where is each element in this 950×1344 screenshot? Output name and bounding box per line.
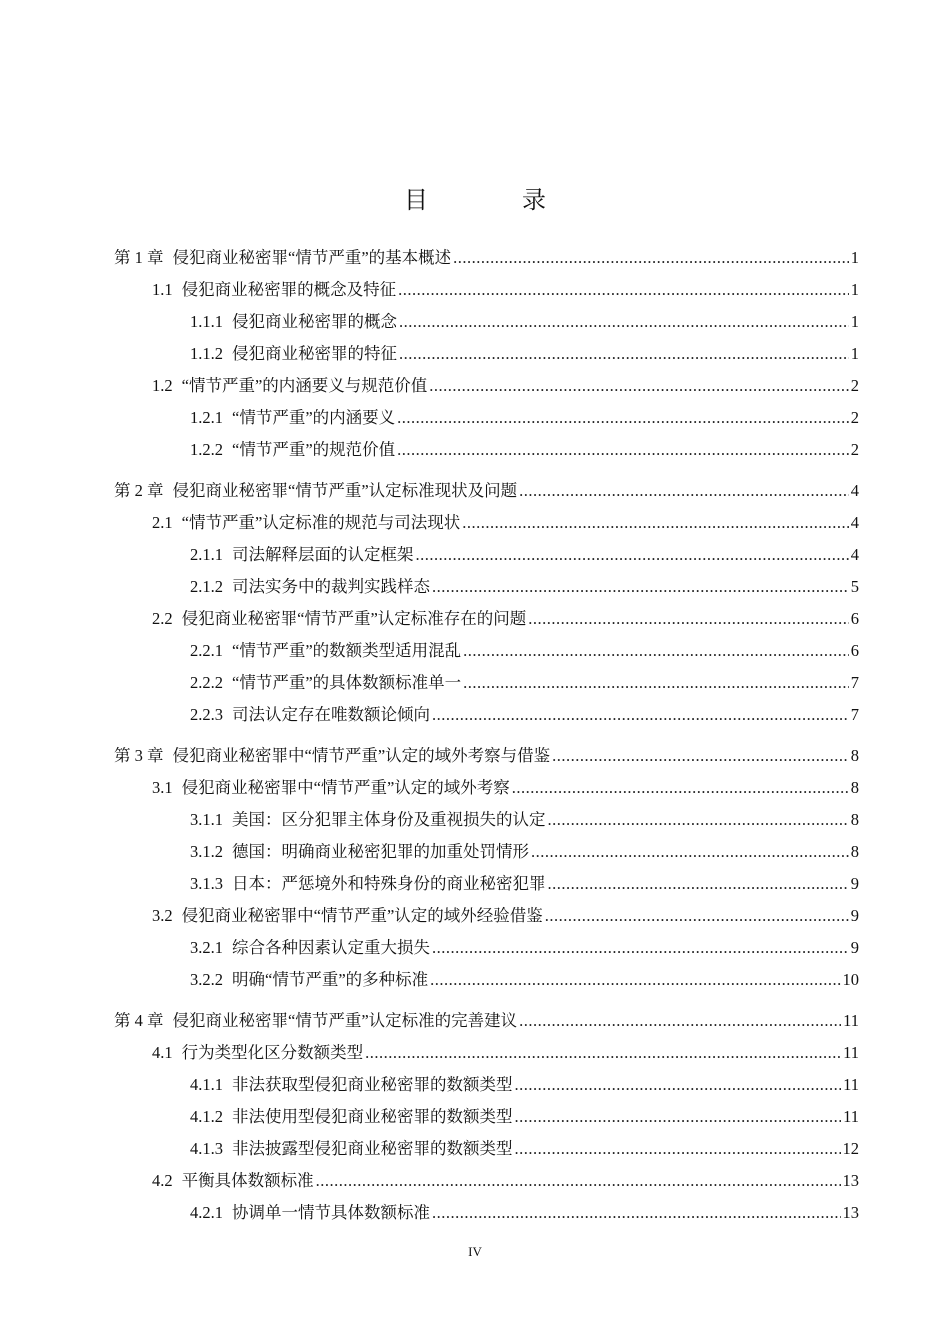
toc-entry-number: 第 1 章	[114, 248, 164, 267]
toc-entry-title: 平衡具体数额标准	[181, 1171, 314, 1190]
toc-dot-leader	[463, 667, 849, 699]
toc-dot-leader	[432, 571, 849, 603]
toc-dot-leader	[398, 274, 849, 306]
toc-chapter-entry[interactable]	[0, 475, 950, 507]
toc-entry-title: 侵犯商业秘密罪“情节严重”认定标准现状及问题	[172, 481, 518, 500]
toc-entry-page: 2	[850, 408, 859, 427]
toc-dot-leader	[453, 242, 849, 274]
toc-entry-page: 4	[850, 513, 859, 532]
toc-entry-number: 1.2.1	[190, 408, 223, 427]
toc-entry-page: 1	[850, 280, 859, 299]
toc-subsection-entry[interactable]	[0, 868, 950, 900]
toc-dot-leader	[531, 836, 849, 868]
toc-dot-leader	[519, 1005, 841, 1037]
toc-entry-page: 11	[843, 1043, 859, 1062]
toc-subsection-entry[interactable]	[0, 635, 950, 667]
toc-entry-title: 行为类型化区分数额类型	[181, 1043, 364, 1062]
toc-entry-page: 4	[850, 545, 859, 564]
toc-section-entry[interactable]	[0, 1165, 950, 1197]
toc-subsection-entry[interactable]	[0, 338, 950, 370]
toc-entry-number: 4.1.1	[190, 1075, 223, 1094]
toc-dot-leader	[432, 1197, 841, 1229]
toc-entry-title: “情节严重”的内涵要义与规范价值	[181, 376, 428, 395]
toc-subsection-entry[interactable]	[0, 964, 950, 996]
toc-subsection-entry[interactable]	[0, 804, 950, 836]
toc-entry-page: 2	[850, 440, 859, 459]
toc-dot-leader	[430, 964, 840, 996]
toc-dot-leader	[365, 1037, 841, 1069]
toc-entry-number: 4.1.3	[190, 1139, 223, 1158]
toc-entry-page: 8	[850, 778, 859, 797]
toc-dot-leader	[548, 868, 849, 900]
toc-entry-title: 司法认定存在唯数额论倾向	[232, 705, 430, 724]
toc-entry-title: 侵犯商业秘密罪的特征	[232, 344, 397, 363]
toc-entry-number: 3.2.1	[190, 938, 223, 957]
toc-chapter-entry[interactable]	[0, 1005, 950, 1037]
toc-entry-page: 13	[842, 1171, 859, 1190]
toc-entry-number: 1.1.2	[190, 344, 223, 363]
toc-entry-title: 侵犯商业秘密罪的概念及特征	[181, 280, 397, 299]
toc-entry-title: 侵犯商业秘密罪中“情节严重”认定的域外经验借鉴	[181, 906, 543, 925]
toc-section-entry[interactable]	[0, 274, 950, 306]
toc-section-entry[interactable]	[0, 772, 950, 804]
toc-entry-title: “情节严重”的规范价值	[232, 440, 396, 459]
toc-entry-number: 4.1	[152, 1043, 173, 1062]
toc-entry-number: 2.2.3	[190, 705, 223, 724]
toc-entry-page: 11	[843, 1107, 859, 1126]
toc-entry-page: 10	[842, 970, 859, 989]
toc-entry-number: 第 4 章	[114, 1011, 164, 1030]
toc-section-entry[interactable]	[0, 1037, 950, 1069]
toc-entry-number: 3.1.3	[190, 874, 223, 893]
toc-dot-leader	[432, 932, 849, 964]
toc-subsection-entry[interactable]	[0, 836, 950, 868]
toc-entry-title: 侵犯商业秘密罪中“情节严重”认定的域外考察	[181, 778, 510, 797]
toc-entry-page: 2	[850, 376, 859, 395]
toc-subsection-entry[interactable]	[0, 699, 950, 731]
toc-entry-title: 明确“情节严重”的多种标准	[232, 970, 429, 989]
toc-entry-page: 4	[850, 481, 859, 500]
toc-subsection-entry[interactable]	[0, 306, 950, 338]
toc-section-entry[interactable]	[0, 603, 950, 635]
toc-entry-page: 9	[850, 874, 859, 893]
toc-entry-title: “情节严重”的具体数额标准单一	[232, 673, 462, 692]
toc-entry-number: 4.2	[152, 1171, 173, 1190]
toc-dot-leader	[463, 635, 849, 667]
toc-entry-number: 2.2	[152, 609, 173, 628]
toc-subsection-entry[interactable]	[0, 1101, 950, 1133]
toc-entry-title: 美国：区分犯罪主体身份及重视损失的认定	[232, 810, 546, 829]
toc-subsection-entry[interactable]	[0, 1069, 950, 1101]
toc-entry-page: 7	[850, 673, 859, 692]
toc-dot-leader	[399, 306, 849, 338]
toc-entry-page: 5	[850, 577, 859, 596]
toc-entry-title: 协调单一情节具体数额标准	[232, 1203, 430, 1222]
toc-dot-leader	[432, 699, 849, 731]
toc-entry-title: 侵犯商业秘密罪的概念	[232, 312, 397, 331]
toc-dot-leader	[528, 603, 848, 635]
toc-entry-page: 9	[850, 906, 859, 925]
toc-entry-number: 2.1.2	[190, 577, 223, 596]
toc-section-entry[interactable]	[0, 900, 950, 932]
toc-subsection-entry[interactable]	[0, 667, 950, 699]
toc-subsection-entry[interactable]	[0, 539, 950, 571]
toc-entry-page: 12	[842, 1139, 859, 1158]
toc-entry-title: 非法披露型侵犯商业秘密罪的数额类型	[232, 1139, 513, 1158]
toc-section-entry[interactable]	[0, 507, 950, 539]
toc-entry-title: 日本：严惩境外和特殊身份的商业秘密犯罪	[232, 874, 546, 893]
toc-subsection-entry[interactable]	[0, 402, 950, 434]
toc-subsection-entry[interactable]	[0, 434, 950, 466]
page-title: 目 录	[404, 188, 590, 214]
toc-section-entry[interactable]	[0, 370, 950, 402]
toc-dot-leader	[397, 402, 849, 434]
toc-entry-title: “情节严重”认定标准的规范与司法现状	[181, 513, 461, 532]
toc-entry-number: 2.2.1	[190, 641, 223, 660]
toc-dot-leader	[316, 1165, 841, 1197]
toc-entry-number: 2.1.1	[190, 545, 223, 564]
toc-entry-title: 综合各种因素认定重大损失	[232, 938, 430, 957]
toc-subsection-entry[interactable]	[0, 1133, 950, 1165]
toc-entry-title: 侵犯商业秘密罪“情节严重”认定标准存在的问题	[181, 609, 527, 628]
toc-entry-number: 第 3 章	[114, 746, 164, 765]
toc-entry-number: 3.2.2	[190, 970, 223, 989]
toc-entry-page: 11	[843, 1075, 859, 1094]
toc-entry-title: 侵犯商业秘密罪“情节严重”认定标准的完善建议	[172, 1011, 518, 1030]
page-number: IV	[468, 1244, 482, 1259]
toc-entry-page: 13	[842, 1203, 859, 1222]
toc-entry-title: “情节严重”的数额类型适用混乱	[232, 641, 462, 660]
toc-entry-number: 2.2.2	[190, 673, 223, 692]
toc-dot-leader	[515, 1133, 841, 1165]
toc-entry-number: 1.2	[152, 376, 173, 395]
toc-dot-leader	[397, 434, 849, 466]
toc-entry-number: 2.1	[152, 513, 173, 532]
toc-entry-number: 3.2	[152, 906, 173, 925]
toc-entry-title: 司法解释层面的认定框架	[232, 545, 414, 564]
toc-entry-number: 4.1.2	[190, 1107, 223, 1126]
toc-subsection-entry[interactable]	[0, 932, 950, 964]
toc-entry-page: 7	[850, 705, 859, 724]
toc-dot-leader	[548, 804, 849, 836]
toc-entry-number: 4.2.1	[190, 1203, 223, 1222]
toc-entry-number: 3.1.1	[190, 810, 223, 829]
toc-dot-leader	[552, 740, 849, 772]
toc-entry-page: 8	[850, 746, 859, 765]
toc-entry-title: 侵犯商业秘密罪“情节严重”的基本概述	[172, 248, 452, 267]
toc-entry-page: 11	[843, 1011, 859, 1030]
toc-entry-number: 第 2 章	[114, 481, 164, 500]
table-of-contents	[0, 242, 950, 1229]
toc-dot-leader	[399, 338, 849, 370]
toc-entry-page: 8	[850, 810, 859, 829]
toc-dot-leader	[429, 370, 848, 402]
toc-dot-leader	[416, 539, 849, 571]
toc-entry-page: 9	[850, 938, 859, 957]
toc-dot-leader	[519, 475, 849, 507]
toc-entry-title: 司法实务中的裁判实践样态	[232, 577, 430, 596]
toc-entry-page: 6	[850, 641, 859, 660]
toc-entry-number: 1.1.1	[190, 312, 223, 331]
toc-dot-leader	[515, 1101, 842, 1133]
toc-entry-title: 非法获取型侵犯商业秘密罪的数额类型	[232, 1075, 513, 1094]
toc-entry-number: 3.1	[152, 778, 173, 797]
toc-dot-leader	[462, 507, 848, 539]
toc-entry-number: 1.2.2	[190, 440, 223, 459]
toc-chapter-entry[interactable]	[0, 242, 950, 274]
toc-dot-leader	[512, 772, 849, 804]
toc-subsection-entry[interactable]	[0, 571, 950, 603]
toc-dot-leader	[545, 900, 849, 932]
toc-entry-title: 德国：明确商业秘密犯罪的加重处罚情形	[232, 842, 529, 861]
toc-entry-title: 非法使用型侵犯商业秘密罪的数额类型	[232, 1107, 513, 1126]
toc-chapter-entry[interactable]	[0, 740, 950, 772]
toc-subsection-entry[interactable]	[0, 1197, 950, 1229]
toc-entry-page: 1	[850, 312, 859, 331]
toc-entry-page: 1	[850, 344, 859, 363]
toc-entry-number: 3.1.2	[190, 842, 223, 861]
toc-dot-leader	[515, 1069, 842, 1101]
toc-entry-page: 1	[850, 248, 859, 267]
toc-entry-page: 6	[850, 609, 859, 628]
toc-entry-title: 侵犯商业秘密罪中“情节严重”认定的域外考察与借鉴	[172, 746, 551, 765]
toc-entry-number: 1.1	[152, 280, 173, 299]
toc-entry-title: “情节严重”的内涵要义	[232, 408, 396, 427]
toc-entry-page: 8	[850, 842, 859, 861]
